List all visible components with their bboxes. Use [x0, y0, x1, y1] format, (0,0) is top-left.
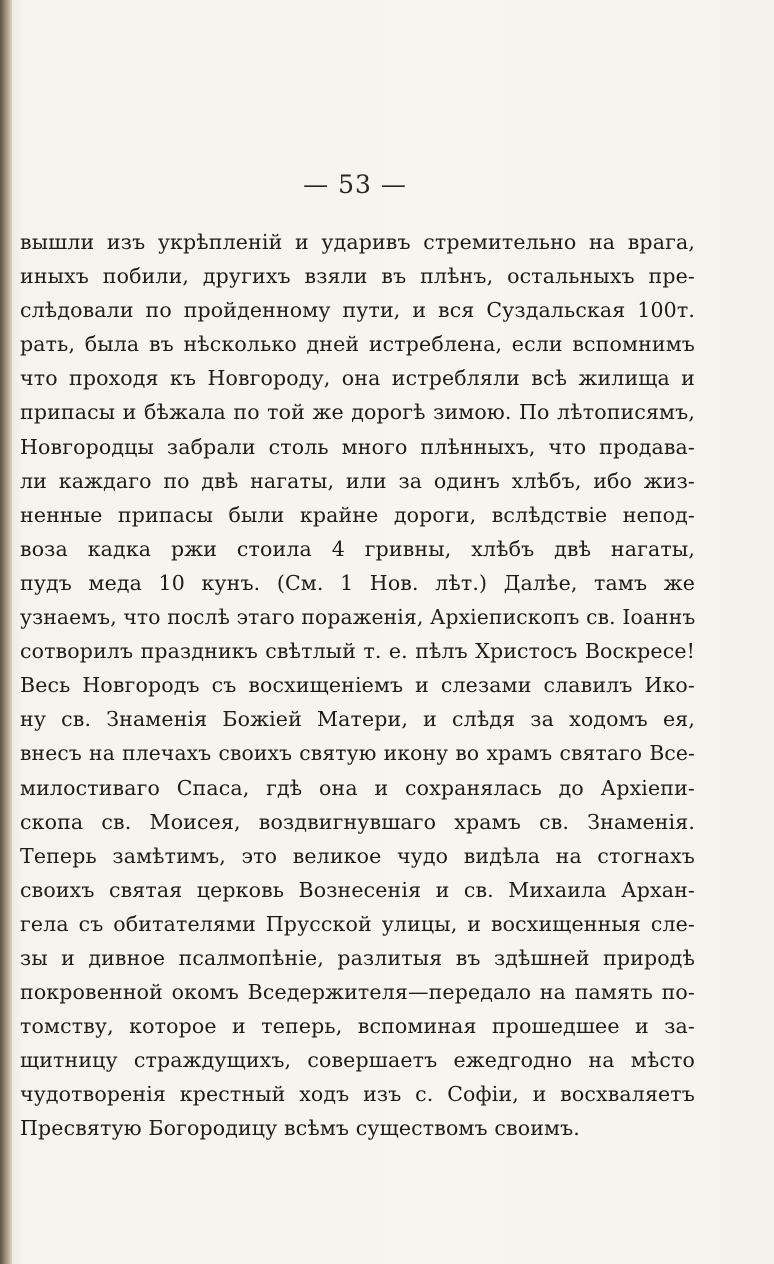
text-line: рать, была въ нѣсколько дней истреблена, если вспомнимъ [20, 332, 695, 357]
text-line: ли каждаго по двѣ нагаты, или за одинъ хлѣбъ, ибо жиз- [20, 468, 695, 493]
text-line: воза кадка ржи стоила 4 гривны, хлѣбъ двѣ нагаты, [20, 536, 695, 561]
text-line: Пресвятую Богородицу всѣмъ существомъ своимъ. [20, 1116, 580, 1141]
text-line: скопа св. Моисея, воздвигнувшаго храмъ св. Знаменія. [20, 809, 695, 834]
text-line: зы и дивное псалмопѣніе, разлитыя въ здѣшней природѣ [20, 945, 695, 970]
text-line: узнаемъ, что послѣ этаго пораженія, Архіепископъ св. Іоаннъ [20, 605, 696, 630]
text-line: милостиваго Спаса, гдѣ она и сохранялась до Архіепи- [20, 775, 695, 800]
text-line: слѣдовали по пройденному пути, и вся Суздальская 100т. [20, 298, 695, 323]
text-line: ну св. Знаменія Божіей Матери, и слѣдя за ходомъ ея, [20, 707, 695, 732]
body-text [20, 225, 695, 1146]
text-line: щитницу страждущихъ, совершаетъ ежедгодно на мѣсто [20, 1048, 695, 1073]
text-line: Теперь замѣтимъ, это великое чудо видѣла на стогнахъ [20, 843, 695, 868]
text-line: покровенной окомъ Вседержителя—передало на память по- [20, 980, 695, 1005]
text-line: сотворилъ праздникъ свѣтлый т. е. пѣлъ Христосъ Воскресе! [20, 639, 695, 664]
text-line: Весь Новгородъ съ восхищеніемъ и слезами славилъ Ико- [20, 673, 695, 698]
page-number: — 53 — [303, 170, 407, 199]
text-line: Новгородцы забрали столь много плѣнныхъ, что продава- [20, 434, 695, 459]
text-line: томству, которое и теперь, вспоминая прошедшее и за- [20, 1014, 695, 1039]
text-line: внесъ на плечахъ своихъ святую икону во храмъ святаго Все- [20, 741, 695, 766]
text-line: иныхъ побили, другихъ взяли въ плѣнъ, остальныхъ пре- [20, 264, 695, 289]
text-line: ненные припасы были крайне дороги, вслѣдствіе непод- [20, 502, 695, 527]
text-line: что проходя къ Новгороду, она истребляли всѣ жилища и [20, 366, 695, 391]
text-line: своихъ святая церковь Вознесенія и св. Михаила Архан- [20, 877, 695, 902]
text-line: вышли изъ укрѣпленій и ударивъ стремительно на врага, [20, 230, 695, 254]
text-line: гела съ обитателями Прусской улицы, и восхищенныя сле- [20, 911, 695, 936]
text-line: пудъ меда 10 кунъ. (См. 1 Нов. лѣт.) Далѣе, тамъ же [20, 570, 695, 595]
text-line: припасы и бѣжала по той же дорогѣ зимою. По лѣтописямъ, [20, 400, 695, 425]
text-line: чудотворенія крестный ходъ изъ с. Софіи, и восхваляетъ [20, 1082, 695, 1107]
